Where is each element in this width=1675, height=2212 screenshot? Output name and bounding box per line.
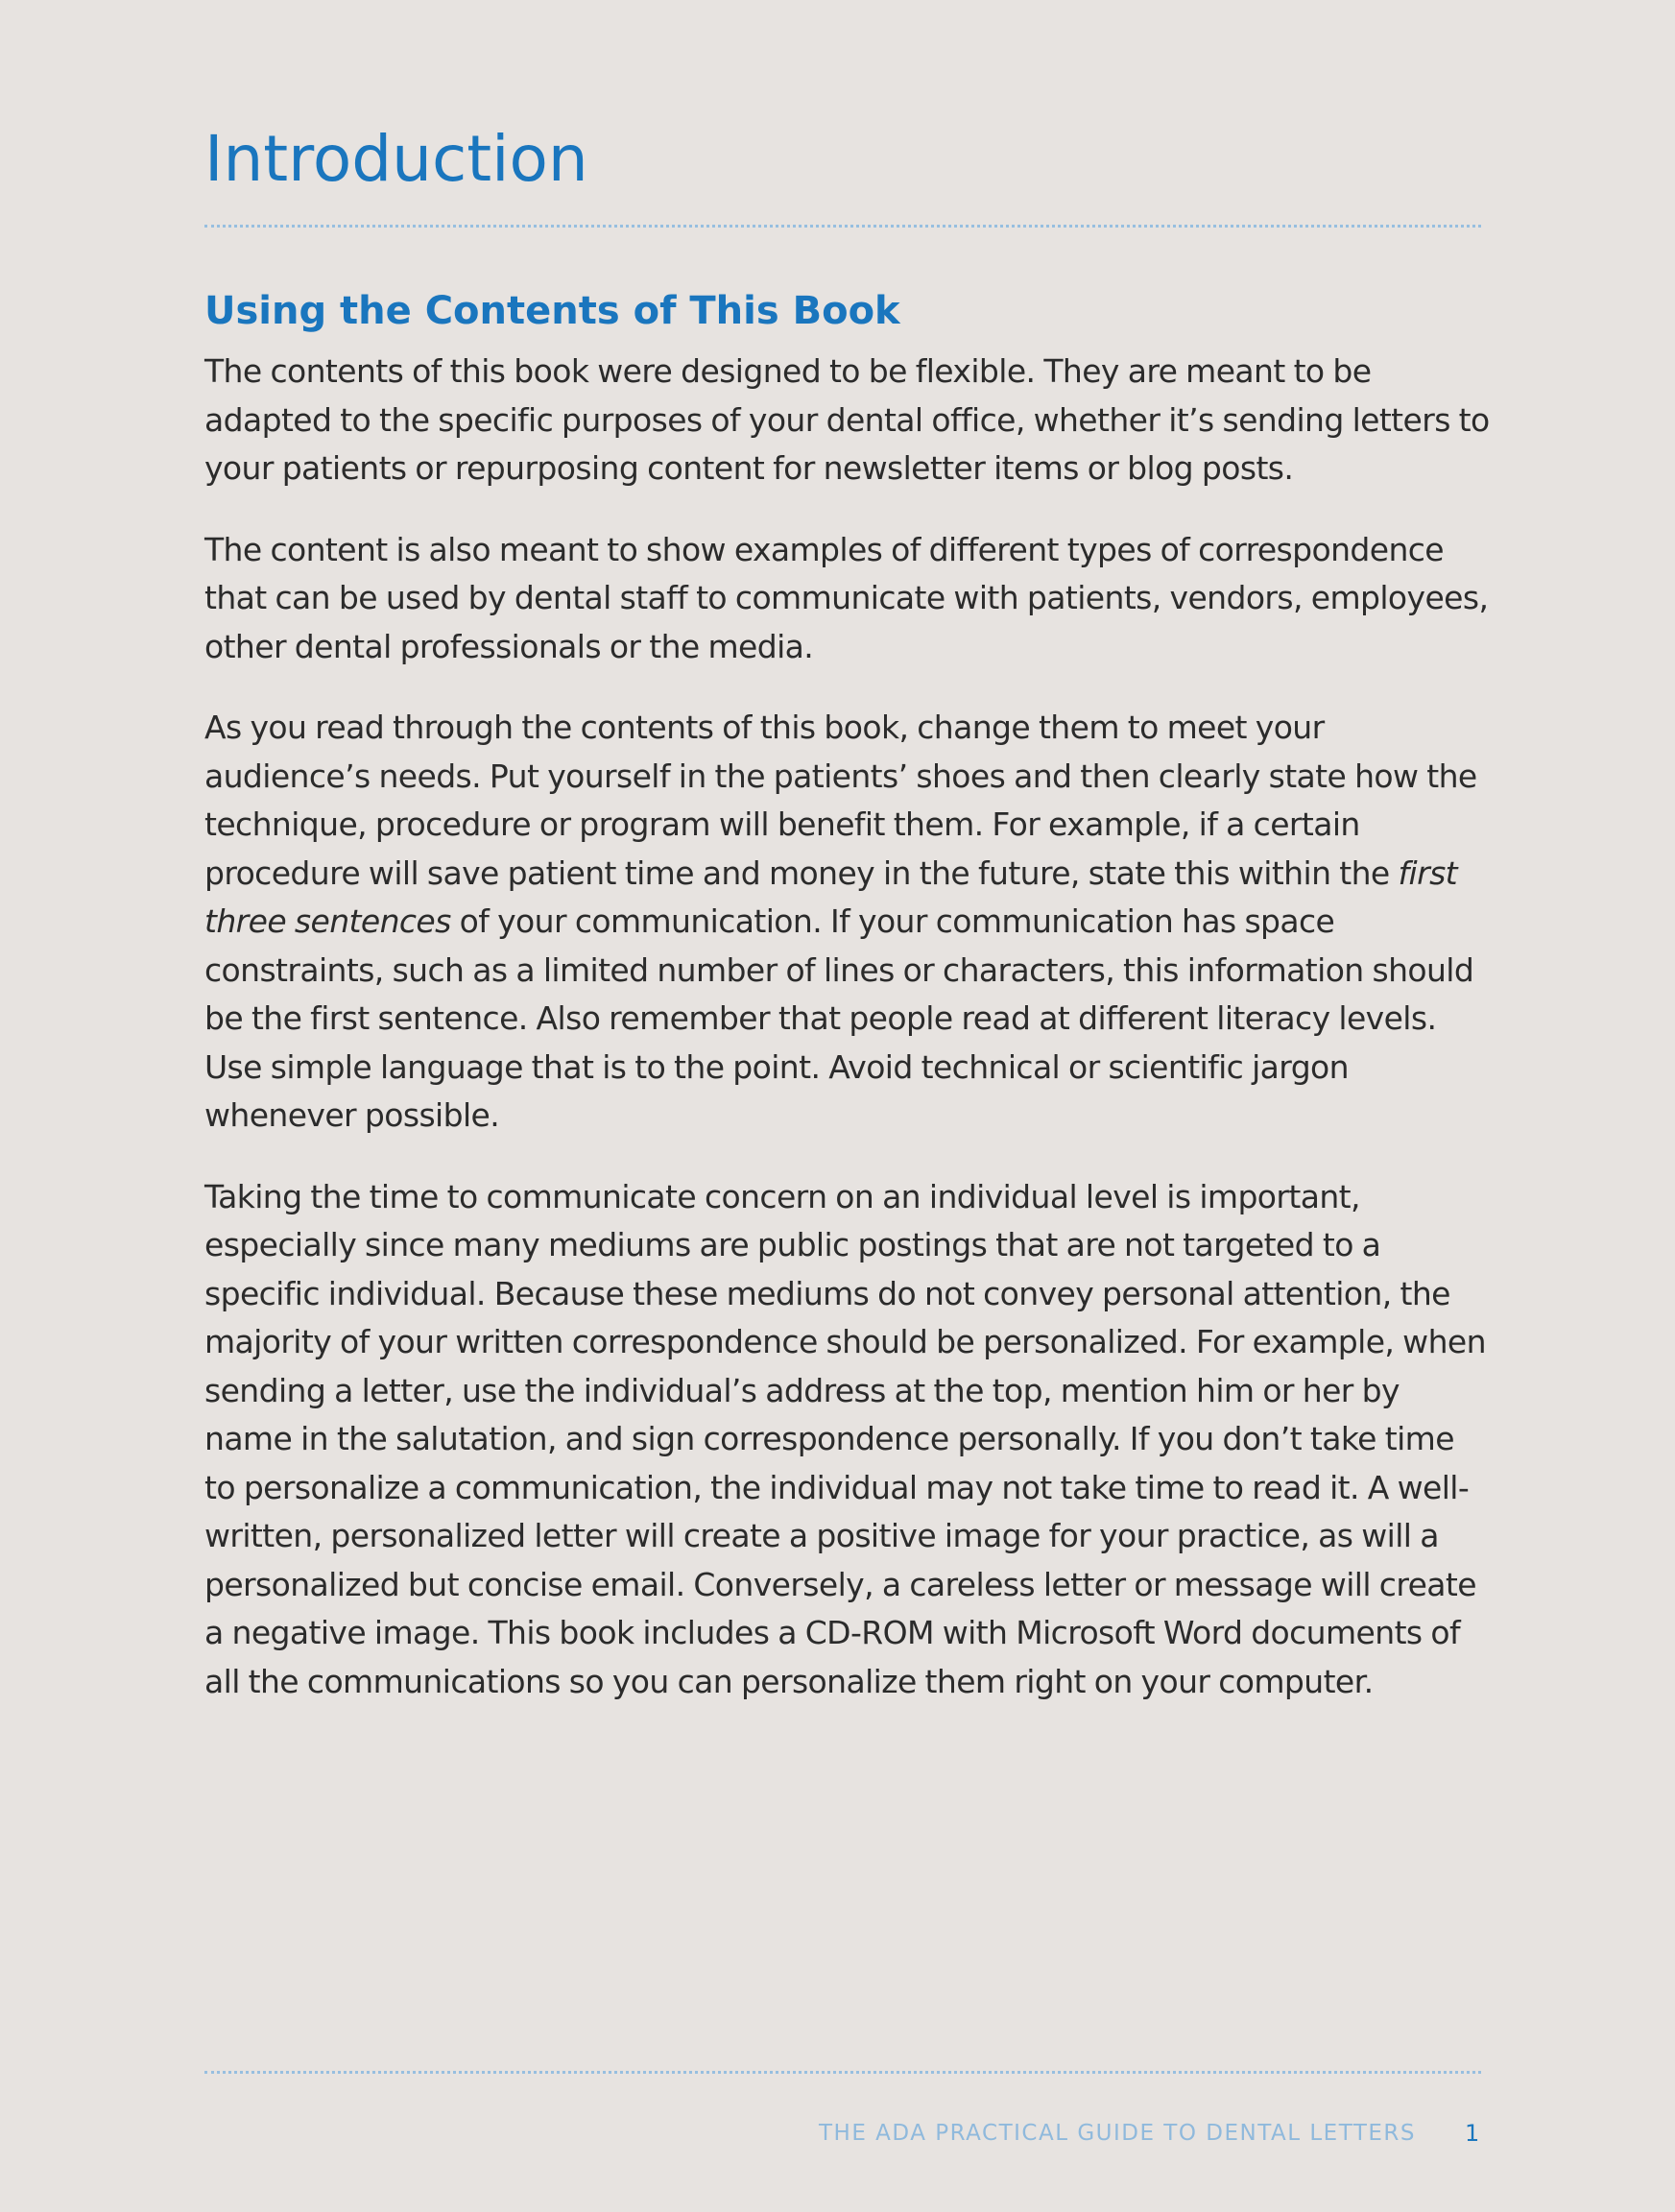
paragraph-1: The contents of this book were designed to be flexible. They are meant to be adapted to the specific purposes of your dental office, whether it’s sending letters to your patients or repurposing content for newsletter items or blog posts. [204,352,1490,487]
paragraph-3-after: of your communication. If your communication has space constraints, such as a limited number of lines or characters, this information should be the first sentence. Also remember that people read at different literacy levels. Use simple language that is to the point. Avoid technical or scientific jargon whenever possible. [204,902,1474,1134]
paragraph-3-before: As you read through the contents of this book, change them to meet your audience’s needs. Put yourself in the patients’ shoes and then clearly state how the technique, procedure or program will benefit them. For example, if a certain procedure will save patient time and money in the future, state this within the [204,709,1477,892]
paragraph-3-emphasis: first three sentences [204,854,1458,940]
paragraph-4: Taking the time to communicate concern on an individual level is important, especially since many mediums are public postings that are not targeted to a specific individual. Because these mediums do not convey personal attention, the majority of your written correspondence should be personalized. For example, when sending a letter, use the individual’s address at the top, mention him or her by name in the salutation, and sign correspondence personally. If you don’t take time to personalize a communication, the individual may not take time to read it. A well-written, personalized letter will create a positive image for your practice, as will a personalized but concise email. Conversely, a careless letter or message will create a negative image. This book includes a CD-ROM with Microsoft Word documents of all the communications so you can personalize them right on your computer. [204,1177,1486,1700]
page-number: 1 [1465,2120,1480,2147]
bottom-dotted-divider [204,2071,1481,2074]
top-dotted-divider [204,225,1481,228]
section-heading: Using the Contents of This Book [204,289,900,333]
paragraph-3 [204,704,1491,1141]
page-title: Introduction [204,122,588,196]
body-text [204,348,1491,1739]
paragraph-2: The content is also meant to show examples of different types of correspondence that can be used by dental staff to communicate with patients, vendors, employees, other dental professionals or the media. [204,530,1489,665]
footer-book-title: THE ADA PRACTICAL GUIDE TO DENTAL LETTERS [818,2121,1416,2146]
